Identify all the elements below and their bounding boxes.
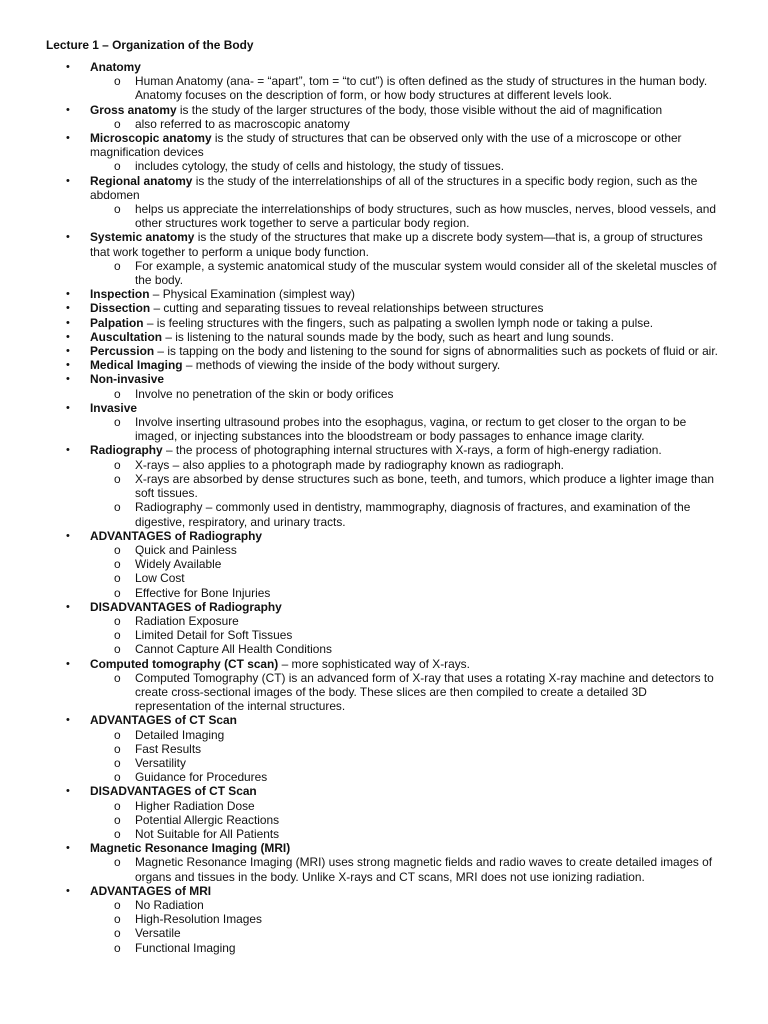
sub-bullet-icon: o [114, 542, 121, 557]
lecture-outline [0, 60, 768, 955]
page-title: Lecture 1 – Organization of the Body [46, 38, 254, 52]
sub-bullet-icon: o [114, 415, 121, 430]
bullet-icon: • [66, 714, 70, 727]
bullet-icon: • [66, 330, 70, 343]
item-term: Non-invasive [90, 372, 165, 387]
bullet-icon: • [66, 401, 70, 414]
item-description: – is tapping on the body and listening to the sound for signs of abnormalities such as pockets of fluid or air. [154, 344, 718, 359]
outline-item [0, 358, 768, 372]
bullet-icon: • [66, 444, 70, 457]
sub-item [0, 770, 768, 784]
bullet-icon: • [66, 316, 70, 329]
sub-item [0, 387, 768, 401]
sub-bullet-icon: o [114, 897, 121, 912]
sub-item-text: Effective for Bone Injuries [135, 585, 271, 600]
item-description: is the study of the larger structures of the body, those visible without the aid of magnification [176, 102, 663, 117]
sub-bullet-icon: o [114, 798, 121, 813]
sub-bullet-icon: o [114, 855, 121, 870]
sub-item-text: Computed Tomography (CT) is an advanced form of X-ray that uses a rotating X-ray machine and detectors to create cross-sectional images of the body. These slices are then compiled to create a detailed 3D representation of the internal structures. [135, 670, 714, 714]
sub-item [0, 742, 768, 756]
bullet-icon: • [66, 842, 70, 855]
sub-bullet-icon: o [114, 471, 121, 486]
item-description: is the study of the interrelationships of all of the structures in a specific body region, such as the abdomen [90, 173, 698, 202]
item-term: DISADVANTAGES of Radiography [90, 599, 282, 614]
bullet-icon: • [66, 231, 70, 244]
item-term: Invasive [90, 400, 137, 415]
sub-item [0, 941, 768, 955]
sub-bullet-icon: o [114, 755, 121, 770]
sub-item-text: No Radiation [135, 897, 204, 912]
bullet-icon: • [66, 600, 70, 613]
sub-item-text: X-rays – also applies to a photograph made by radiography known as radiograph. [135, 457, 564, 472]
sub-item [0, 728, 768, 742]
sub-item [0, 628, 768, 642]
sub-bullet-icon: o [114, 258, 121, 273]
item-term: Auscultation [90, 329, 163, 344]
bullet-icon: • [66, 359, 70, 372]
sub-item-text: Higher Radiation Dose [135, 798, 255, 813]
bullet-icon: • [66, 61, 70, 73]
sub-item [0, 827, 768, 841]
bullet-icon: • [66, 657, 70, 670]
item-description: – is feeling structures with the fingers, such as palpating a swollen lymph node or taking a pulse. [143, 315, 654, 330]
item-term: Anatomy [90, 60, 141, 74]
sub-item-text: For example, a systemic anatomical study of the muscular system would consider all of the skeletal muscles of the body. [135, 258, 717, 288]
item-term: Microscopic anatomy [90, 131, 212, 146]
sub-bullet-icon: o [114, 912, 121, 927]
item-description: is the study of the structures that make up a discrete body system—that is, a group of structures that work together to perform a unique body function. [90, 230, 703, 259]
item-description: – cutting and separating tissues to reveal relationships between structures [150, 301, 544, 316]
sub-bullet-icon: o [114, 770, 121, 785]
bullet-icon: • [66, 288, 70, 301]
sub-item-text: Not Suitable for All Patients [135, 826, 280, 841]
sub-item-text: Potential Allergic Reactions [135, 812, 280, 827]
sub-item-text: Fast Results [135, 741, 202, 756]
sub-bullet-icon: o [114, 585, 121, 600]
outline-item [0, 372, 768, 386]
sub-item [0, 259, 768, 287]
item-term: Medical Imaging [90, 358, 183, 373]
outline-item [0, 443, 768, 457]
sub-item-text: helps us appreciate the interrelationships of body structures, such as how muscles, nerves, blood vessels, and other structures work together to serve a particular body region. [135, 202, 716, 231]
sub-item [0, 912, 768, 926]
sub-item [0, 671, 768, 714]
outline-item [0, 529, 768, 543]
sub-item [0, 855, 768, 883]
sub-bullet-icon: o [114, 159, 121, 174]
sub-item [0, 756, 768, 770]
outline-item [0, 287, 768, 301]
sub-item-text: Quick and Painless [135, 542, 237, 557]
item-term: ADVANTAGES of Radiography [90, 528, 262, 543]
sub-item-text: X-rays are absorbed by dense structures such as bone, teeth, and tumors, which produce a lighter image than soft tissues. [135, 471, 715, 501]
item-term: Systemic anatomy [90, 230, 195, 245]
sub-item-text: Magnetic Resonance Imaging (MRI) uses strong magnetic fields and radio waves to create detailed images of organs and tissues in the body. Unlike X-rays and CT scans, MRI does not use ionizing radiation. [135, 855, 712, 884]
sub-item-text: Detailed Imaging [135, 727, 225, 742]
sub-item [0, 117, 768, 131]
outline-item [0, 230, 768, 258]
outline-item [0, 103, 768, 117]
sub-bullet-icon: o [114, 613, 121, 628]
sub-item-text: Widely Available [135, 557, 222, 572]
sub-item-text: High-Resolution Images [135, 912, 262, 927]
outline-item [0, 600, 768, 614]
outline-item [0, 784, 768, 798]
item-description: – methods of viewing the inside of the body without surgery. [182, 358, 501, 373]
sub-item [0, 159, 768, 173]
sub-item [0, 614, 768, 628]
sub-item-text: also referred to as macroscopic anatomy [135, 116, 350, 131]
bullet-icon: • [66, 302, 70, 315]
sub-item-text: Versatile [135, 926, 181, 941]
item-description: is the study of structures that can be observed only with the use of a microscope or other magnification devices [90, 131, 682, 160]
sub-bullet-icon: o [114, 557, 121, 572]
outline-item [0, 657, 768, 671]
outline-item [0, 401, 768, 415]
outline-item [0, 131, 768, 159]
sub-item [0, 586, 768, 600]
sub-bullet-icon: o [114, 457, 121, 472]
outline-item [0, 713, 768, 727]
sub-item [0, 571, 768, 585]
sub-bullet-icon: o [114, 926, 121, 941]
sub-item [0, 74, 768, 102]
sub-item-text: Cannot Capture All Health Conditions [135, 642, 332, 657]
sub-bullet-icon: o [114, 727, 121, 742]
sub-item [0, 799, 768, 813]
sub-item-text: Versatility [135, 755, 186, 770]
bullet-icon: • [66, 132, 70, 145]
sub-bullet-icon: o [114, 571, 121, 586]
item-term: Gross anatomy [90, 102, 177, 117]
item-term: Radiography [90, 443, 163, 458]
sub-item [0, 458, 768, 472]
outline-item [0, 330, 768, 344]
sub-item [0, 472, 768, 500]
outline-item [0, 301, 768, 315]
sub-bullet-icon: o [114, 642, 121, 657]
sub-bullet-icon: o [114, 202, 121, 217]
sub-item-text: Human Anatomy (ana- = “apart”, tom = “to cut”) is often defined as the study of structures in the human body. Anatomy focuses on the description of form, or how body structures at different levels look. [135, 74, 708, 103]
item-term: Inspection [90, 287, 150, 302]
item-term: ADVANTAGES of CT Scan [90, 713, 237, 728]
item-term: Magnetic Resonance Imaging (MRI) [90, 841, 291, 856]
sub-item-text: Involve inserting ultrasound probes into the esophagus, vagina, or rectum to get closer to the organ to be imaged, or injecting substances into the bloodstream or body passages to enhance image clarity. [135, 415, 687, 444]
sub-item-text: Guidance for Procedures [135, 770, 268, 785]
bullet-icon: • [66, 174, 70, 187]
sub-bullet-icon: o [114, 826, 121, 841]
sub-item [0, 926, 768, 940]
outline-item [0, 60, 768, 74]
sub-item-text: includes cytology, the study of cells and histology, the study of tissues. [135, 159, 505, 174]
item-description: – the process of photographing internal structures with X-rays, a form of high-energy radiation. [162, 443, 662, 458]
sub-item-text: Low Cost [135, 571, 185, 586]
sub-bullet-icon: o [114, 741, 121, 756]
sub-bullet-icon: o [114, 116, 121, 131]
outline-item [0, 316, 768, 330]
sub-item [0, 642, 768, 656]
item-term: Dissection [90, 301, 151, 316]
outline-item [0, 841, 768, 855]
outline-item [0, 884, 768, 898]
sub-item-text: Radiation Exposure [135, 613, 239, 628]
sub-bullet-icon: o [114, 940, 121, 955]
sub-item-text: Involve no penetration of the skin or body orifices [135, 386, 394, 401]
item-term: Palpation [90, 315, 144, 330]
sub-item [0, 500, 768, 528]
item-term: ADVANTAGES of MRI [90, 883, 212, 898]
item-term: Regional anatomy [90, 173, 193, 188]
bullet-icon: • [66, 373, 70, 386]
item-term: DISADVANTAGES of CT Scan [90, 784, 257, 799]
bullet-icon: • [66, 345, 70, 358]
bullet-icon: • [66, 529, 70, 542]
sub-bullet-icon: o [114, 386, 121, 401]
bullet-icon: • [66, 785, 70, 798]
sub-item [0, 415, 768, 443]
sub-item-text: Limited Detail for Soft Tissues [135, 628, 293, 643]
sub-bullet-icon: o [114, 500, 121, 515]
item-description: – more sophisticated way of X-rays. [278, 656, 470, 671]
sub-item [0, 202, 768, 230]
bullet-icon: • [66, 103, 70, 116]
sub-item-text: Functional Imaging [135, 940, 236, 955]
item-term: Percussion [90, 344, 155, 359]
sub-item-text: Radiography – commonly used in dentistry, mammography, diagnosis of fractures, and examination of the digestive, respiratory, and urinary tracts. [135, 500, 691, 529]
outline-item [0, 344, 768, 358]
item-description: – Physical Examination (simplest way) [149, 287, 355, 302]
sub-bullet-icon: o [114, 812, 121, 827]
item-term: Computed tomography (CT scan) [90, 656, 279, 671]
outline-item [0, 174, 768, 202]
sub-item [0, 557, 768, 571]
sub-bullet-icon: o [114, 670, 121, 685]
sub-item [0, 543, 768, 557]
sub-bullet-icon: o [114, 74, 121, 89]
item-description: – is listening to the natural sounds made by the body, such as heart and lung sounds. [162, 329, 614, 344]
sub-item [0, 813, 768, 827]
bullet-icon: • [66, 884, 70, 897]
sub-bullet-icon: o [114, 628, 121, 643]
sub-item [0, 898, 768, 912]
